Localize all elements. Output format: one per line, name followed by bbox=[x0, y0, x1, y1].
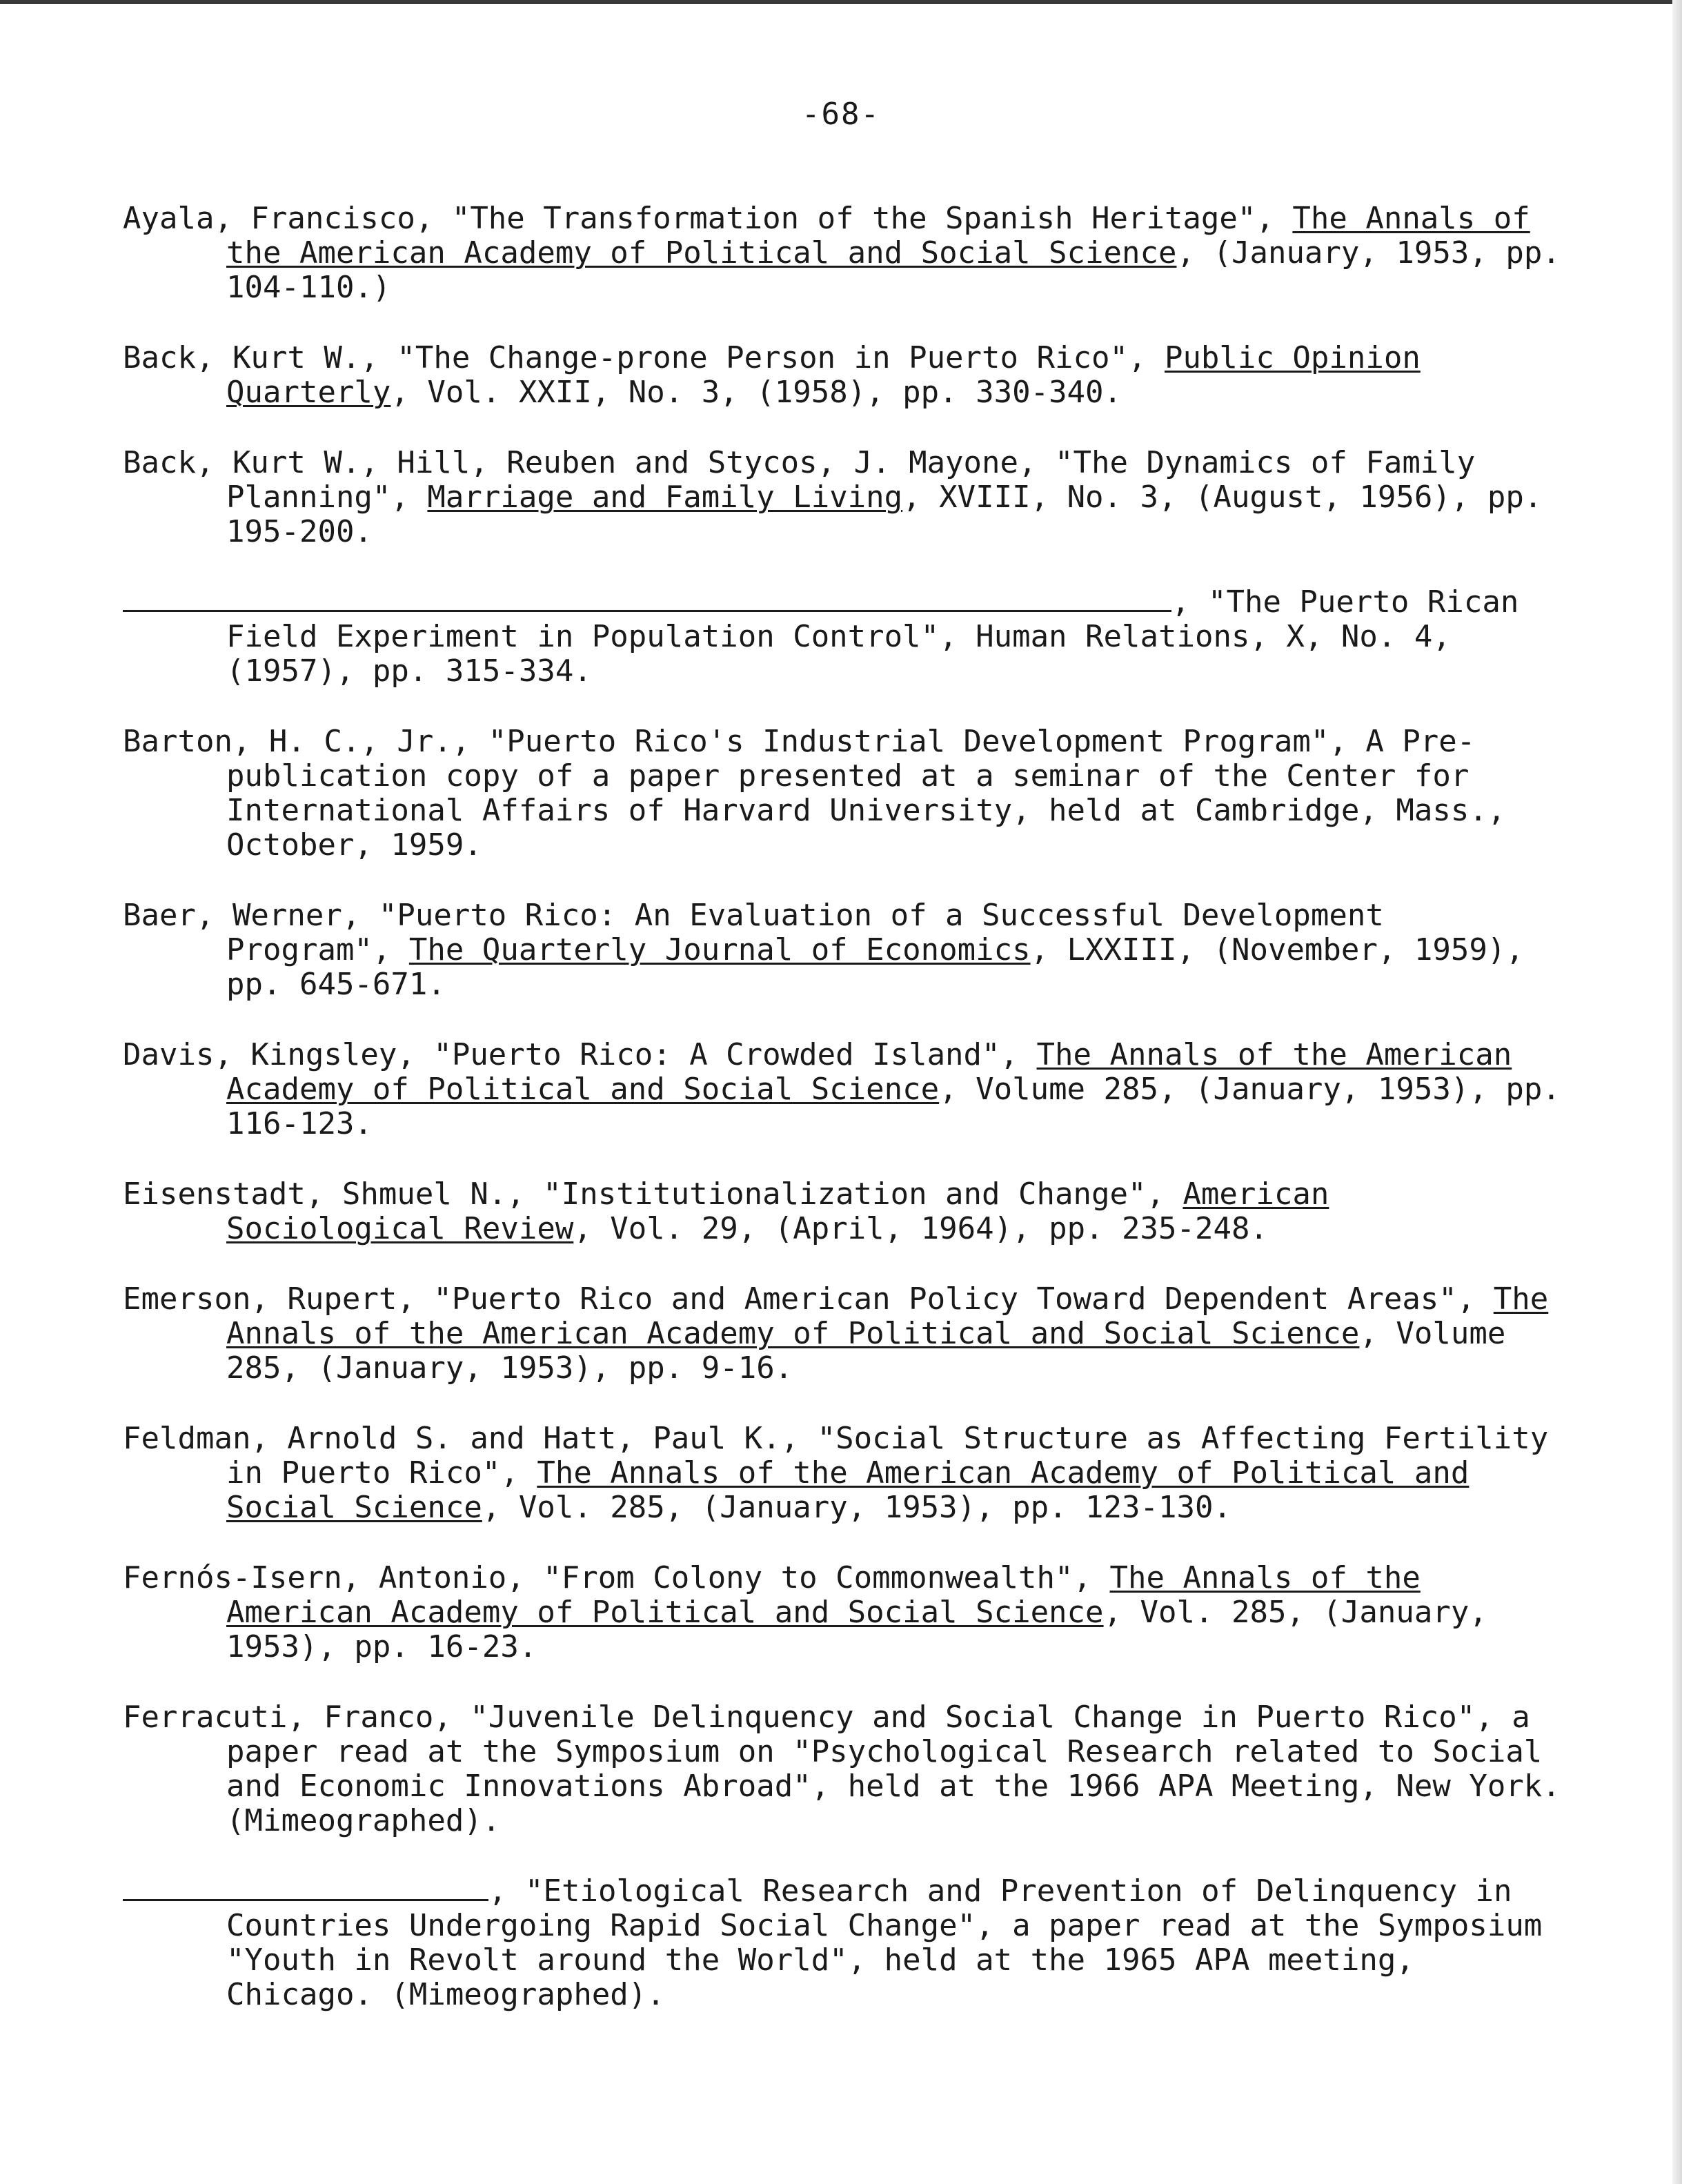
bibliography-list bbox=[123, 201, 1565, 2048]
bibliography-entry-baer bbox=[123, 898, 1565, 1002]
scan-right-edge bbox=[1672, 0, 1682, 2184]
entry-text: Baer, Werner, "Puerto Rico: An Evaluation of a Successful Development Program", bbox=[123, 898, 1384, 967]
bibliography-entry-emerson bbox=[123, 1282, 1565, 1386]
scan-top-edge bbox=[0, 0, 1682, 4]
entry-text: Emerson, Rupert, "Puerto Rico and American Policy Toward Dependent Areas", bbox=[123, 1281, 1494, 1317]
bibliography-entry-ferracuti-1965 bbox=[123, 1874, 1565, 2012]
bibliography-entry-ayala bbox=[123, 201, 1565, 305]
entry-details: , (January, 1953, pp. 104-110.) bbox=[226, 235, 1561, 305]
journal-title: The Annals of the American Academy of Political and Social Science bbox=[226, 1037, 1512, 1107]
entry-text: Ayala, Francisco, "The Transformation of the Spanish Heritage", bbox=[123, 201, 1293, 236]
entry-text: Davis, Kingsley, "Puerto Rico: A Crowded Island", bbox=[123, 1037, 1037, 1072]
journal-title: The Annals of the American Academy of Political and Social Science bbox=[226, 1281, 1549, 1351]
bibliography-entry-same-authors-1957 bbox=[123, 585, 1565, 689]
entry-text: Barton, H. C., Jr., "Puerto Rico's Industrial Development Program", A Pre-publication copy of a paper presented at a seminar of the Center for International Affairs of Harvard University, held at Cambridge, Mass., October, 1959. bbox=[123, 724, 1506, 863]
entry-details: , Vol. 285, (January, 1953), pp. 16-23. bbox=[226, 1595, 1487, 1664]
entry-text: Eisenstadt, Shmuel N., "Institutionalization and Change", bbox=[123, 1177, 1183, 1212]
entry-details: , Vol. XXII, No. 3, (1958), pp. 330-340. bbox=[390, 375, 1122, 410]
entry-text: Back, Kurt W., "The Change-prone Person in Puerto Rico", bbox=[123, 340, 1165, 375]
repeated-author-rule bbox=[123, 1878, 488, 1901]
bibliography-entry-back-1958 bbox=[123, 341, 1565, 410]
entry-text: Back, Kurt W., Hill, Reuben and Stycos, J. Mayone, "The Dynamics of Family Planning", bbox=[123, 445, 1476, 515]
entry-text: Fernós-Isern, Antonio, "From Colony to Commonwealth", bbox=[123, 1560, 1110, 1595]
entry-details: , XVIII, No. 3, (August, 1956), pp. 195-200. bbox=[226, 480, 1543, 549]
repeated-author-rule bbox=[123, 589, 1171, 612]
bibliography-entry-eisenstadt bbox=[123, 1177, 1565, 1246]
journal-title: The Annals of the American Academy of Political and Social Science bbox=[226, 1455, 1470, 1525]
journal-title: American Sociological Review bbox=[226, 1177, 1329, 1246]
entry-text: Feldman, Arnold S. and Hatt, Paul K., "Social Structure as Affecting Fertility in Puerto Rico", bbox=[123, 1421, 1549, 1491]
entry-details: , Volume 285, (January, 1953), pp. 9-16. bbox=[226, 1316, 1506, 1386]
bibliography-entry-back-1956 bbox=[123, 446, 1565, 549]
bibliography-entry-ferracuti-1966 bbox=[123, 1700, 1565, 1838]
entry-details: , LXXIII, (November, 1959), pp. 645-671. bbox=[226, 932, 1524, 1002]
journal-title: The Annals of the American Academy of Political and Social Science bbox=[226, 201, 1530, 270]
journal-title: The Annals of the American Academy of Political and Social Science bbox=[226, 1560, 1421, 1630]
journal-title: The Quarterly Journal of Economics bbox=[408, 932, 1031, 967]
bibliography-entry-barton bbox=[123, 725, 1565, 863]
bibliography-entry-fernos-isern bbox=[123, 1561, 1565, 1664]
entry-text: , "Etiological Research and Prevention of Delinquency in Countries Undergoing Rapid Social Change", a paper read at the Symposium "Youth in Revolt around the World", held at the 1965 APA meeting, Chicago. (Mimeographed). bbox=[226, 1873, 1543, 2012]
entry-text: , "The Puerto Rican Field Experiment in Population Control", Human Relations, X, No. 4, (1957), pp. 315-334. bbox=[226, 584, 1519, 689]
bibliography-entry-feldman bbox=[123, 1421, 1565, 1525]
journal-title: Marriage and Family Living bbox=[427, 480, 903, 515]
bibliography-entry-davis bbox=[123, 1038, 1565, 1141]
entry-details: , Vol. 29, (April, 1964), pp. 235-248. bbox=[573, 1211, 1268, 1246]
entry-details: , Vol. 285, (January, 1953), pp. 123-130. bbox=[482, 1490, 1231, 1525]
journal-title: Public Opinion Quarterly bbox=[226, 340, 1421, 410]
entry-text: Ferracuti, Franco, "Juvenile Delinquency and Social Change in Puerto Rico", a paper read at the Symposium on "Psychological Research related to Social and Economic Innovations Abroad", held at the 1966 APA Meeting, New York. (Mimeographed). bbox=[123, 1700, 1561, 1838]
page-number: -68- bbox=[802, 97, 880, 132]
entry-details: , Volume 285, (January, 1953), pp. 116-123. bbox=[226, 1072, 1561, 1141]
